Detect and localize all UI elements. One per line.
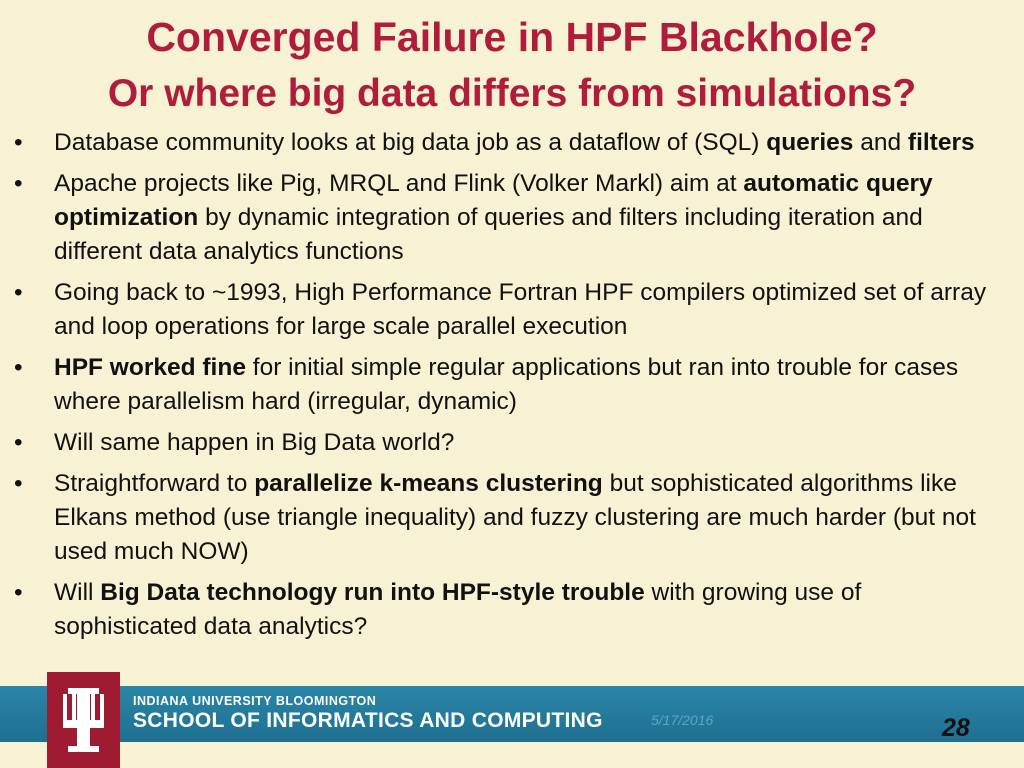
bullet-text-bold: queries <box>766 129 854 156</box>
bullet-item <box>0 576 1024 644</box>
bullet-item <box>0 426 1024 460</box>
slide-title-line1: Converged Failure in HPF Blackhole? <box>146 14 878 60</box>
slide-title-line2: Or where big data differs from simulations? <box>107 72 917 115</box>
bullet-text: Apache projects like Pig, MRQL and Flink (Volker Markl) aim at <box>54 170 744 197</box>
bullet-marker: • <box>14 129 23 156</box>
bullet-item <box>0 351 1024 419</box>
school-name: SCHOOL OF INFORMATICS AND COMPUTING <box>133 709 603 732</box>
bullet-item <box>0 167 1024 269</box>
bullet-text-bold: HPF worked fine <box>54 354 246 381</box>
university-name: INDIANA UNIVERSITY BLOOMINGTON <box>133 694 377 708</box>
bullet-list <box>0 126 1024 651</box>
slide-date: 5/17/2016 <box>651 712 714 728</box>
bullet-text: Database community looks at big data job as a dataflow of (SQL) <box>54 129 767 156</box>
bullet-item <box>0 126 1024 160</box>
bullet-text: Straightforward to <box>54 470 255 497</box>
bullet-item <box>0 467 1024 569</box>
bullet-text: but sophisticated algorithms like Elkans method (use triangle inequality) and fuzzy clustering are much harder (but not used much NOW) <box>54 470 976 565</box>
bullet-text-bold: filters <box>907 129 975 156</box>
bullet-text: with growing use of sophisticated data analytics? <box>54 579 862 640</box>
bullet-text: Going back to ~1993, High Performance Fortran HPF compilers optimized set of array and loop operations for large scale parallel execution <box>54 279 987 340</box>
bullet-marker: • <box>14 170 23 197</box>
footer-bottom-strip <box>0 742 1024 768</box>
bullet-text: Will same happen in Big Data world? <box>54 429 455 456</box>
bullet-text: Will <box>54 579 101 606</box>
bullet-text-bold: parallelize k-means clustering <box>254 470 603 497</box>
bullet-marker: • <box>14 354 23 381</box>
page-number: 28 <box>942 714 970 742</box>
bullet-marker: • <box>14 579 23 606</box>
bullet-item <box>0 276 1024 344</box>
bullet-marker: • <box>14 429 23 456</box>
bullet-marker: • <box>14 470 23 497</box>
bullet-text: by dynamic integration of queries and filters including iteration and different data analytics functions <box>54 204 923 265</box>
bullet-marker: • <box>14 279 23 306</box>
bullet-text: and <box>853 129 908 156</box>
bullet-text: for initial simple regular applications but ran into trouble for cases where parallelism hard (irregular, dynamic) <box>54 354 959 415</box>
iu-trident-logo-icon <box>47 672 120 768</box>
bullet-text-bold: Big Data technology run into HPF-style trouble <box>100 579 645 606</box>
bullet-text-bold: automatic query optimization <box>54 170 933 231</box>
